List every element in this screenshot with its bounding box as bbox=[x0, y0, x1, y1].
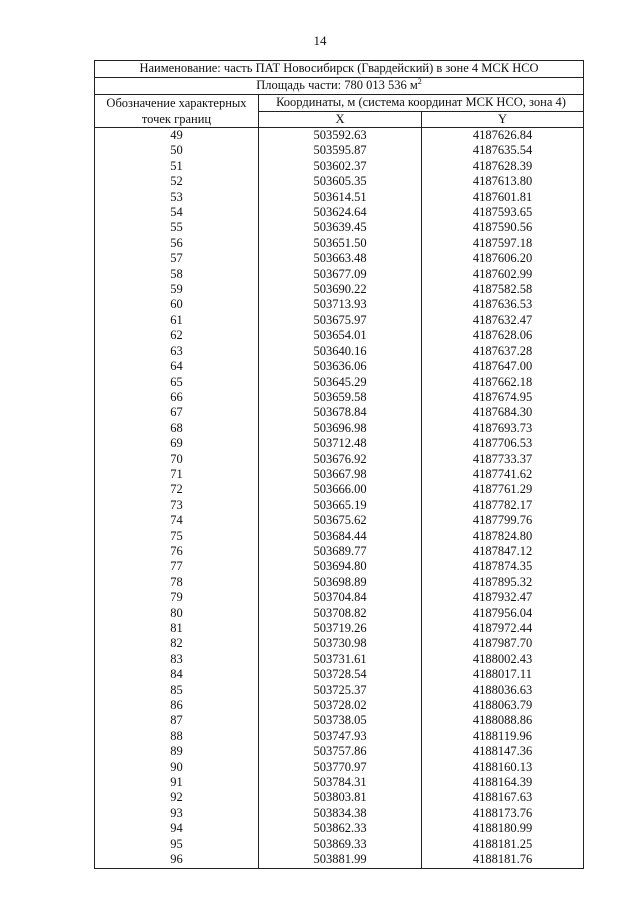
table-row bbox=[95, 359, 584, 374]
y-coordinate: 4187706.53 bbox=[422, 436, 584, 451]
x-coordinate: 503862.33 bbox=[259, 821, 422, 836]
x-coordinate: 503728.02 bbox=[259, 698, 422, 713]
point-column-header-line2: точек границ bbox=[141, 112, 212, 126]
table-row bbox=[95, 544, 584, 559]
table-row bbox=[95, 143, 584, 158]
x-coordinate: 503696.98 bbox=[259, 421, 422, 436]
y-coordinate: 4188119.96 bbox=[422, 729, 584, 744]
y-coordinate: 4187635.54 bbox=[422, 143, 584, 158]
y-coordinate: 4187626.84 bbox=[422, 128, 584, 144]
x-coordinate: 503725.37 bbox=[259, 683, 422, 698]
point-number: 78 bbox=[95, 575, 259, 590]
point-number: 94 bbox=[95, 821, 259, 836]
point-number: 79 bbox=[95, 590, 259, 605]
point-number: 74 bbox=[95, 513, 259, 528]
table-row bbox=[95, 806, 584, 821]
point-number: 65 bbox=[95, 375, 259, 390]
y-coordinate: 4188181.25 bbox=[422, 837, 584, 852]
point-number: 84 bbox=[95, 667, 259, 682]
point-number: 85 bbox=[95, 683, 259, 698]
point-number: 80 bbox=[95, 606, 259, 621]
table-body bbox=[95, 128, 584, 869]
x-coordinate: 503684.44 bbox=[259, 529, 422, 544]
point-number: 52 bbox=[95, 174, 259, 189]
y-column-header: Y bbox=[422, 111, 584, 128]
x-coordinate: 503784.31 bbox=[259, 775, 422, 790]
point-number: 86 bbox=[95, 698, 259, 713]
point-number: 93 bbox=[95, 806, 259, 821]
x-coordinate: 503869.33 bbox=[259, 837, 422, 852]
y-coordinate: 4188036.63 bbox=[422, 683, 584, 698]
y-coordinate: 4187597.18 bbox=[422, 236, 584, 251]
table-row bbox=[95, 852, 584, 868]
point-number: 63 bbox=[95, 344, 259, 359]
table-row bbox=[95, 667, 584, 682]
table-row bbox=[95, 636, 584, 651]
x-coordinate: 503636.06 bbox=[259, 359, 422, 374]
table-row bbox=[95, 190, 584, 205]
table-row bbox=[95, 821, 584, 836]
x-coordinate: 503704.84 bbox=[259, 590, 422, 605]
y-coordinate: 4187761.29 bbox=[422, 482, 584, 497]
x-coordinate: 503728.54 bbox=[259, 667, 422, 682]
y-coordinate: 4187636.53 bbox=[422, 297, 584, 312]
x-coordinate: 503712.48 bbox=[259, 436, 422, 451]
point-number: 70 bbox=[95, 452, 259, 467]
table-row bbox=[95, 652, 584, 667]
page-number: 14 bbox=[313, 33, 327, 48]
table-row bbox=[95, 621, 584, 636]
table-row bbox=[95, 436, 584, 451]
point-column-header-line1: Обозначение характерных bbox=[106, 96, 247, 110]
table-row bbox=[95, 513, 584, 528]
y-coordinate: 4187602.99 bbox=[422, 267, 584, 282]
y-coordinate: 4187799.76 bbox=[422, 513, 584, 528]
y-coordinate: 4188167.63 bbox=[422, 790, 584, 805]
x-coordinate: 503663.48 bbox=[259, 251, 422, 266]
x-coordinate: 503834.38 bbox=[259, 806, 422, 821]
x-coordinate: 503645.29 bbox=[259, 375, 422, 390]
y-coordinate: 4188173.76 bbox=[422, 806, 584, 821]
point-number: 95 bbox=[95, 837, 259, 852]
table-row bbox=[95, 297, 584, 312]
x-coordinate: 503698.89 bbox=[259, 575, 422, 590]
x-coordinate: 503677.09 bbox=[259, 267, 422, 282]
table-row bbox=[95, 482, 584, 497]
x-coordinate: 503654.01 bbox=[259, 328, 422, 343]
x-coordinate: 503675.97 bbox=[259, 313, 422, 328]
point-number: 60 bbox=[95, 297, 259, 312]
table-title: Наименование: часть ПАТ Новосибирск (Гвардейский) в зоне 4 МСК НСО bbox=[95, 61, 584, 78]
y-coordinate: 4187613.80 bbox=[422, 174, 584, 189]
y-coordinate: 4187972.44 bbox=[422, 621, 584, 636]
x-coordinate: 503803.81 bbox=[259, 790, 422, 805]
table-row bbox=[95, 375, 584, 390]
y-coordinate: 4187632.47 bbox=[422, 313, 584, 328]
point-number: 90 bbox=[95, 760, 259, 775]
y-coordinate: 4187628.39 bbox=[422, 159, 584, 174]
point-column-header bbox=[95, 95, 259, 128]
y-coordinate: 4187782.17 bbox=[422, 498, 584, 513]
table-row bbox=[95, 575, 584, 590]
x-coordinate: 503640.16 bbox=[259, 344, 422, 359]
x-coordinate: 503689.77 bbox=[259, 544, 422, 559]
x-coordinate: 503667.98 bbox=[259, 467, 422, 482]
point-number: 96 bbox=[95, 852, 259, 868]
y-coordinate: 4188160.13 bbox=[422, 760, 584, 775]
table-row bbox=[95, 775, 584, 790]
table-row bbox=[95, 529, 584, 544]
table-row bbox=[95, 683, 584, 698]
x-coordinate: 503666.00 bbox=[259, 482, 422, 497]
table-row bbox=[95, 760, 584, 775]
y-coordinate: 4187847.12 bbox=[422, 544, 584, 559]
point-number: 89 bbox=[95, 744, 259, 759]
point-number: 92 bbox=[95, 790, 259, 805]
x-coordinate: 503651.50 bbox=[259, 236, 422, 251]
point-number: 82 bbox=[95, 636, 259, 651]
point-number: 67 bbox=[95, 405, 259, 420]
table-row bbox=[95, 421, 584, 436]
table-row bbox=[95, 837, 584, 852]
y-coordinate: 4187628.06 bbox=[422, 328, 584, 343]
point-number: 62 bbox=[95, 328, 259, 343]
table-row bbox=[95, 205, 584, 220]
table-row bbox=[95, 328, 584, 343]
y-coordinate: 4187606.20 bbox=[422, 251, 584, 266]
y-coordinate: 4187932.47 bbox=[422, 590, 584, 605]
point-number: 66 bbox=[95, 390, 259, 405]
table-row bbox=[95, 713, 584, 728]
y-coordinate: 4187662.18 bbox=[422, 375, 584, 390]
point-number: 64 bbox=[95, 359, 259, 374]
table-row bbox=[95, 467, 584, 482]
x-coordinate: 503659.58 bbox=[259, 390, 422, 405]
x-coordinate: 503676.92 bbox=[259, 452, 422, 467]
x-coordinate: 503719.26 bbox=[259, 621, 422, 636]
x-coordinate: 503770.97 bbox=[259, 760, 422, 775]
y-coordinate: 4187647.00 bbox=[422, 359, 584, 374]
x-coordinate: 503713.93 bbox=[259, 297, 422, 312]
point-number: 55 bbox=[95, 220, 259, 235]
y-coordinate: 4187601.81 bbox=[422, 190, 584, 205]
table-row bbox=[95, 790, 584, 805]
table-row bbox=[95, 744, 584, 759]
y-coordinate: 4187590.56 bbox=[422, 220, 584, 235]
point-number: 49 bbox=[95, 128, 259, 144]
table-row bbox=[95, 559, 584, 574]
point-number: 91 bbox=[95, 775, 259, 790]
y-coordinate: 4187987.70 bbox=[422, 636, 584, 651]
x-coordinate: 503678.84 bbox=[259, 405, 422, 420]
x-coordinate: 503605.35 bbox=[259, 174, 422, 189]
table-row bbox=[95, 267, 584, 282]
x-coordinate: 503592.63 bbox=[259, 128, 422, 144]
y-coordinate: 4188147.36 bbox=[422, 744, 584, 759]
y-coordinate: 4188002.43 bbox=[422, 652, 584, 667]
point-number: 68 bbox=[95, 421, 259, 436]
y-coordinate: 4187956.04 bbox=[422, 606, 584, 621]
point-number: 57 bbox=[95, 251, 259, 266]
x-coordinate: 503747.93 bbox=[259, 729, 422, 744]
y-coordinate: 4187684.30 bbox=[422, 405, 584, 420]
area-value: Площадь части: 780 013 536 м bbox=[256, 78, 418, 93]
area-unit-superscript: 2 bbox=[417, 77, 422, 87]
table-row bbox=[95, 236, 584, 251]
table-row bbox=[95, 729, 584, 744]
y-coordinate: 4188180.99 bbox=[422, 821, 584, 836]
point-number: 56 bbox=[95, 236, 259, 251]
point-number: 58 bbox=[95, 267, 259, 282]
point-number: 53 bbox=[95, 190, 259, 205]
table-row bbox=[95, 220, 584, 235]
point-number: 77 bbox=[95, 559, 259, 574]
table-row bbox=[95, 313, 584, 328]
x-coordinate: 503624.64 bbox=[259, 205, 422, 220]
x-coordinate: 503614.51 bbox=[259, 190, 422, 205]
table-row bbox=[95, 590, 584, 605]
coords-column-header: Координаты, м (система координат МСК НСО, зона 4) bbox=[259, 95, 584, 112]
point-number: 87 bbox=[95, 713, 259, 728]
point-number: 51 bbox=[95, 159, 259, 174]
x-coordinate: 503731.61 bbox=[259, 652, 422, 667]
x-coordinate: 503881.99 bbox=[259, 852, 422, 868]
table-row bbox=[95, 698, 584, 713]
table-row bbox=[95, 498, 584, 513]
table-row bbox=[95, 452, 584, 467]
y-coordinate: 4187637.28 bbox=[422, 344, 584, 359]
x-coordinate: 503665.19 bbox=[259, 498, 422, 513]
x-coordinate: 503757.86 bbox=[259, 744, 422, 759]
table-row bbox=[95, 282, 584, 297]
coordinates-table bbox=[94, 60, 584, 869]
table-row bbox=[95, 159, 584, 174]
table-row bbox=[95, 405, 584, 420]
y-coordinate: 4188017.11 bbox=[422, 667, 584, 682]
x-coordinate: 503690.22 bbox=[259, 282, 422, 297]
point-number: 54 bbox=[95, 205, 259, 220]
x-coordinate: 503595.87 bbox=[259, 143, 422, 158]
y-coordinate: 4187895.32 bbox=[422, 575, 584, 590]
y-coordinate: 4187824.80 bbox=[422, 529, 584, 544]
y-coordinate: 4188181.76 bbox=[422, 852, 584, 868]
y-coordinate: 4188063.79 bbox=[422, 698, 584, 713]
x-coordinate: 503730.98 bbox=[259, 636, 422, 651]
point-number: 59 bbox=[95, 282, 259, 297]
point-number: 81 bbox=[95, 621, 259, 636]
table-row bbox=[95, 390, 584, 405]
point-number: 71 bbox=[95, 467, 259, 482]
x-coordinate: 503639.45 bbox=[259, 220, 422, 235]
x-coordinate: 503708.82 bbox=[259, 606, 422, 621]
x-coordinate: 503738.05 bbox=[259, 713, 422, 728]
x-coordinate: 503602.37 bbox=[259, 159, 422, 174]
y-coordinate: 4187874.35 bbox=[422, 559, 584, 574]
point-number: 50 bbox=[95, 143, 259, 158]
x-coordinate: 503675.62 bbox=[259, 513, 422, 528]
y-coordinate: 4188164.39 bbox=[422, 775, 584, 790]
y-coordinate: 4187741.62 bbox=[422, 467, 584, 482]
y-coordinate: 4187582.58 bbox=[422, 282, 584, 297]
x-coordinate: 503694.80 bbox=[259, 559, 422, 574]
y-coordinate: 4187593.65 bbox=[422, 205, 584, 220]
y-coordinate: 4187693.73 bbox=[422, 421, 584, 436]
point-number: 69 bbox=[95, 436, 259, 451]
point-number: 61 bbox=[95, 313, 259, 328]
point-number: 83 bbox=[95, 652, 259, 667]
area-label bbox=[95, 78, 584, 95]
point-number: 73 bbox=[95, 498, 259, 513]
y-coordinate: 4187674.95 bbox=[422, 390, 584, 405]
y-coordinate: 4188088.86 bbox=[422, 713, 584, 728]
y-coordinate: 4187733.37 bbox=[422, 452, 584, 467]
point-number: 76 bbox=[95, 544, 259, 559]
point-number: 72 bbox=[95, 482, 259, 497]
table-row bbox=[95, 174, 584, 189]
table-row bbox=[95, 606, 584, 621]
x-column-header: X bbox=[259, 111, 422, 128]
table-row bbox=[95, 344, 584, 359]
point-number: 75 bbox=[95, 529, 259, 544]
table-row bbox=[95, 128, 584, 144]
point-number: 88 bbox=[95, 729, 259, 744]
table-row bbox=[95, 251, 584, 266]
